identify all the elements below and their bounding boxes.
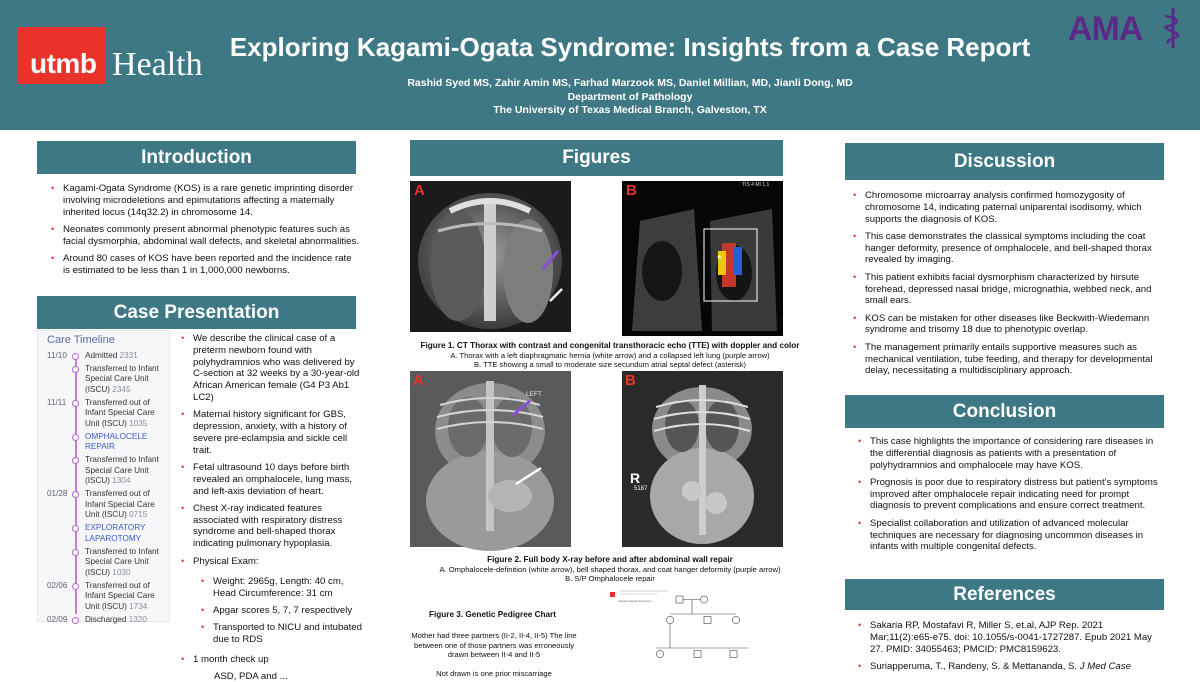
figure-1b-caption: B. TTE showing a small to moderate size secundum atrial septal defect (asterisk) xyxy=(473,360,747,370)
timeline-date: 02/06 xyxy=(47,580,68,590)
figure-2b-caption: B. S/P Omphalocele repair xyxy=(565,574,655,584)
health-logo-text: Health xyxy=(112,46,203,83)
physical-exam-list xyxy=(198,576,366,651)
timeline-event: Transferred to Infant Special Care Unit (ISCU) 1030 xyxy=(85,546,159,577)
list-item: • Around 80 cases of KOS have been reported and the incidence rate is estimated to be less than 1 in 1,000,000 newborns. xyxy=(48,253,360,277)
introduction-list xyxy=(48,183,360,282)
ct-thorax-image xyxy=(410,181,571,332)
list-item: • Physical Exam: xyxy=(178,556,366,568)
figure-3-title: Figure 3. Genetic Pedigree Chart xyxy=(429,610,556,619)
list-item: • Specialist collaboration and utilization of advanced molecular techniques are necessary for diagnosing uncommon diseases in infants with multiple congenital defects. xyxy=(855,518,1160,553)
timeline-date: 11/11 xyxy=(47,397,67,407)
figure-3-note-2: Not drawn is one prior miscarriage xyxy=(436,669,552,679)
timeline-event: Transferred out of Infant Special Care Unit (ISCU) 1734 xyxy=(85,580,155,611)
timeline-dot-icon xyxy=(72,434,79,441)
reference-item: • Suriapperuma, T., Randeny, S. & Mettananda, S. J Med Case xyxy=(855,661,1160,673)
figure-1a-label: A xyxy=(414,182,425,199)
timeline-time: 2331 xyxy=(119,351,138,360)
poster-authors xyxy=(210,77,1050,118)
timeline-date: 02/09 xyxy=(47,614,68,624)
list-item: • KOS can be mistaken for other diseases like Beckwith-Wiedemann syndrome and trisomy 18 due to phenotypic overlap. xyxy=(850,313,1162,337)
discussion-heading: Discussion xyxy=(845,143,1164,180)
timeline-dot-icon xyxy=(72,549,79,556)
institution: The University of Texas Medical Branch, Galveston, TX xyxy=(493,104,767,116)
list-item: • Fetal ultrasound 10 days before birth revealed an omphalocele, lung mass, and left-axis deviation of heart. xyxy=(178,462,366,497)
timeline-time: 1734 xyxy=(129,601,148,611)
cut-off-text: ASD, PDA and ... xyxy=(214,671,288,682)
list-item: • This patient exhibits facial dysmorphism characterized by hirsute forehead, depressed nasal bridge, micrognathia, webbed neck, and small ears. xyxy=(850,272,1162,307)
list-item: • Chromosome microarray analysis confirmed homozygosity of chromosome 14, indicating paternal uniparental isodisomy, which supports the diagnosis of KOS. xyxy=(850,190,1162,225)
timeline-dot-icon xyxy=(72,457,79,464)
timeline-dot-icon xyxy=(72,491,79,498)
figure-1-title: Figure 1. CT Thorax with contrast and congenital transthoracic echo (TTE) with doppler and color xyxy=(420,341,800,350)
timeline-event: Transferred out of Infant Special Care Unit (ISCU) 0715 xyxy=(85,489,155,520)
list-item: • Kagami-Ogata Syndrome (KOS) is a rare genetic imprinting disorder involving microdeletions and epimutations affecting a maternally inherited locus (14q32.2) in chromosome 14. xyxy=(48,183,360,218)
figure-2-caption xyxy=(400,555,820,584)
list-item: • Prognosis is poor due to respiratory distress but patient's symptoms improved after omphalocele repair indicating need for prompt diagnosis to prevent complications and ensure correct treatment. xyxy=(855,477,1160,512)
r-marker: R xyxy=(630,470,641,486)
timeline-event: Admitted 2331 xyxy=(85,351,138,360)
list-item: • Neonates commonly present abnormal phenotypic features such as facial dysmorphia, abdominal wall defects, and skeletal abnormalities. xyxy=(48,224,360,248)
echo-readout: TIS 4 MI 1.1 xyxy=(742,182,770,188)
image-number: 5187 xyxy=(634,486,648,492)
list-item: • 1 month check up xyxy=(178,654,366,666)
timeline-date: 11/10 xyxy=(47,351,67,360)
conclusion-heading: Conclusion xyxy=(845,395,1164,428)
timeline-dot-icon xyxy=(72,525,79,532)
timeline-dot-icon xyxy=(72,400,79,407)
figure-2a-caption: A. Omphalocele-definition (white arrow), bell shaped thorax, and coat hanger deformity (purple arrow) xyxy=(439,564,781,574)
echo-doppler-image xyxy=(622,181,783,336)
reference-item: • Sakaria RP, Mostafavi R, Miller S, et.al, AJP Rep. 2021 Mar;11(2):e65-e75. doi: 10.1055/s-0041-1727287. Epub 2021 May 27. PMID: 34055463; PMCID: PMC8159623. xyxy=(855,620,1160,655)
poster-header xyxy=(0,0,1200,130)
timeline-title: Care Timeline xyxy=(47,334,115,346)
list-item: • The management primarily entails supportive measures such as mechanical ventilation, tube feeding, and therapy for developmental delay, necessitating a multidisciplinary approach. xyxy=(850,342,1162,377)
ama-logo: AMA xyxy=(1068,10,1143,48)
case-list xyxy=(178,333,366,573)
list-item: • This case highlights the importance of considering rare diseases in the differential diagnosis as patients with a presentation of polyhydramnios and omphalocele may have KOS. xyxy=(855,436,1160,471)
utmb-logo-text: utmb xyxy=(30,48,97,79)
figure-1a-caption: A. Thorax with a left diaphragmatic hernia (white arrow) and a collapsed left lung (purple arrow) xyxy=(450,350,770,360)
reference-journal: J Med Case xyxy=(1079,660,1131,672)
figure-2a-label: A xyxy=(413,372,424,389)
figure-2b-label: B xyxy=(625,372,636,389)
conclusion-list xyxy=(855,436,1160,559)
references-list xyxy=(855,620,1160,678)
list-item: • Apgar scores 5, 7, 7 respectively xyxy=(198,605,366,617)
timeline-time: 2345 xyxy=(112,384,131,394)
pedigree-legend: Kagami-Ogata Syndrome xyxy=(618,599,652,603)
timeline-date: 01/28 xyxy=(47,489,68,499)
poster-title: Exploring Kagami-Ogata Syndrome: Insights from a Case Report xyxy=(229,32,1031,62)
figure-1-caption xyxy=(400,341,820,370)
figures-heading: Figures xyxy=(410,140,783,176)
timeline-dot-icon xyxy=(72,617,79,624)
case-list-end xyxy=(178,654,366,671)
timeline-event: Transferred out of Infant Special Care Unit (ISCU) 1035 xyxy=(85,397,155,428)
timeline-event: Transferred to Infant Special Care Unit (ISCU) 1304 xyxy=(85,455,159,486)
figure-3-note-1: Mother had three partners (II-2, II-4, II-5) The line between one of those partners was erroneously drawn between II-4 and II-5 xyxy=(411,631,577,660)
timeline-event: Transferred to Infant Special Care Unit (ISCU) 2345 xyxy=(85,363,159,394)
figure-1b-label: B xyxy=(626,182,637,199)
timeline-event: EXPLORATORY LAPAROTOMY xyxy=(85,523,146,543)
list-item: • Chest X-ray indicated features associated with respiratory distress syndrome and bell-shaped thorax indicating pulmonary hypoplasia. xyxy=(178,503,366,550)
timeline-time: 1304 xyxy=(112,476,131,486)
department: Department of Pathology xyxy=(567,90,693,103)
pedigree-chart xyxy=(608,588,783,675)
timeline-time: 0715 xyxy=(129,510,148,520)
list-item: • We describe the clinical case of a preterm newborn found with polyhydramnios who was delivered by C-section at 32 weeks by a 30-year-old African American female (G4 P3 Ab1 LC2) xyxy=(178,333,366,404)
discussion-list xyxy=(850,190,1162,383)
timeline-event: OMPHALOCELE REPAIR xyxy=(85,431,148,452)
timeline-time: 1320 xyxy=(128,614,147,624)
list-item: • Transported to NICU and intubated due to RDS xyxy=(198,622,366,646)
list-item: • Weight: 2965g, Length: 40 cm, Head Circumference: 31 cm xyxy=(198,576,366,600)
xray-after-image xyxy=(622,371,783,547)
timeline-time: 1030 xyxy=(112,567,131,577)
left-marker: LEFT xyxy=(526,391,542,398)
list-item: • Maternal history significant for GBS, depression, anxiety, with a history of severe pre-eclampsia and sickle cell trait. xyxy=(178,409,366,456)
references-heading: References xyxy=(845,579,1164,610)
author-list: Rashid Syed MS, Zahir Amin MS, Farhad Marzook MS, Daniel Millian, MD, Jianli Dong, MD xyxy=(407,77,853,89)
svg-text:*: * xyxy=(717,252,722,266)
staff-of-asclepius-icon xyxy=(1160,6,1186,50)
list-item: • This case demonstrates the classical symptoms including the coat hanger deformity, presence of omphalocele, and bell-shaped thorax revealed by imaging. xyxy=(850,231,1162,266)
xray-before-image xyxy=(410,371,571,547)
timeline-dot-icon xyxy=(72,583,79,590)
care-timeline xyxy=(37,330,170,622)
figure-2-title: Figure 2. Full body X-ray before and after abdominal wall repair xyxy=(487,555,733,564)
case-presentation-heading: Case Presentation xyxy=(37,296,356,329)
figure-3-note xyxy=(408,631,580,679)
introduction-heading: Introduction xyxy=(37,141,356,174)
timeline-dot-icon xyxy=(72,366,79,373)
timeline-event: Discharged 1320 xyxy=(85,614,147,624)
timeline-line xyxy=(75,356,77,614)
timeline-time: 1035 xyxy=(129,418,148,428)
timeline-dot-icon xyxy=(72,353,79,360)
